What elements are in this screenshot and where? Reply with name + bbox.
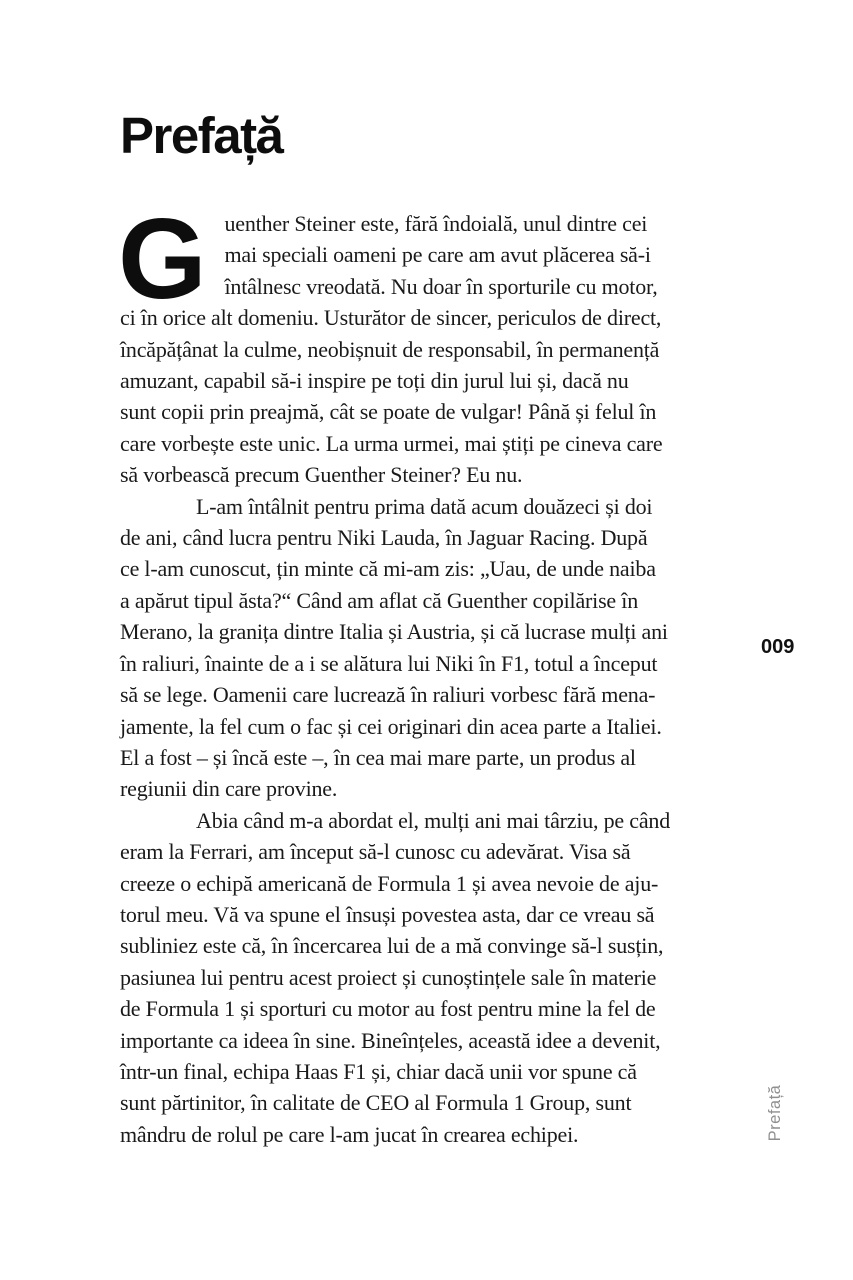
text-line: Abia când m-a abordat el, mulți ani mai târziu, pe când <box>196 807 671 833</box>
text-line: într-un final, echipa Haas F1 și, chiar dacă unii vor spune că <box>120 1058 637 1084</box>
text-line: mândru de rolul pe care l-am jucat în crearea echipei. <box>120 1121 579 1147</box>
text-line: să vorbească precum Guenther Steiner? Eu nu. <box>120 462 523 488</box>
text-line: de ani, când lucra pentru Niki Lauda, în Jaguar Racing. După <box>120 525 648 551</box>
drop-cap-letter: G <box>118 196 207 323</box>
text-line: ce l-am cunoscut, țin minte că mi-am zis: „Uau, de unde naiba <box>120 556 656 582</box>
text-line: a apărut tipul ăsta?“ Când am aflat că Guenther copilărise în <box>120 587 639 613</box>
paragraph-3 <box>120 805 734 1150</box>
text-line: mai speciali oameni pe care am avut plăcerea să-i <box>224 242 651 268</box>
chapter-title: Prefață <box>120 107 283 164</box>
text-line: sunt părtinitor, în calitate de CEO al Formula 1 Group, sunt <box>120 1090 632 1116</box>
text-line: ci în orice alt domeniu. Usturător de sincer, periculos de direct, <box>120 305 662 331</box>
text-line: încăpățânat la culme, neobișnuit de responsabil, în permanență <box>120 336 660 362</box>
body-text <box>118 196 734 1150</box>
text-line: pasiunea lui pentru acest proiect și cunoștințele sale în materie <box>120 964 657 990</box>
text-line: uenther Steiner este, fără îndoială, unul dintre cei <box>224 211 648 236</box>
page-number: 009 <box>761 636 795 658</box>
text-line: L-am întâlnit pentru prima dată acum douăzeci și doi <box>196 493 653 519</box>
text-line: de Formula 1 și sporturi cu motor au fost pentru mine la fel de <box>120 996 656 1022</box>
text-line: jamente, la fel cum o fac și cei originari din acea parte a Italiei. <box>120 713 662 739</box>
text-line: sunt copii prin preajmă, cât se poate de vulgar! Până și felul în <box>120 399 657 425</box>
text-line: regiunii din care provine. <box>120 776 338 802</box>
margin-chapter-label: Prefață <box>766 1084 784 1142</box>
paragraph-2 <box>120 491 734 805</box>
text-line: El a fost – și încă este –, în cea mai mare parte, un produs al <box>120 744 636 770</box>
paragraph-1 <box>118 196 734 491</box>
text-line: importante ca ideea în sine. Bineînțeles, această idee a devenit, <box>120 1027 661 1053</box>
text-line: creeze o echipă americană de Formula 1 și avea nevoie de aju- <box>120 870 659 896</box>
text-line: care vorbește este unic. La urma urmei, mai știți pe cineva care <box>120 430 663 456</box>
text-line: în raliuri, înainte de a i se alătura lui Niki în F1, totul a început <box>120 650 658 676</box>
text-line: Merano, la granița dintre Italia și Austria, și că lucrase mulți ani <box>120 619 668 645</box>
text-line: torul meu. Vă va spune el însuși povestea asta, dar ce vreau să <box>120 901 655 927</box>
text-line: eram la Ferrari, am început să-l cunosc cu adevărat. Visa să <box>120 839 631 865</box>
text-line: amuzant, capabil să-i inspire pe toți din jurul lui și, dacă nu <box>120 368 629 394</box>
text-line: să se lege. Oamenii care lucrează în raliuri vorbesc fără mena- <box>120 682 656 708</box>
text-line: subliniez este că, în încercarea lui de a mă convinge să-l susțin, <box>120 933 664 959</box>
text-line: întâlnesc vreodată. Nu doar în sporturile cu motor, <box>224 273 658 299</box>
